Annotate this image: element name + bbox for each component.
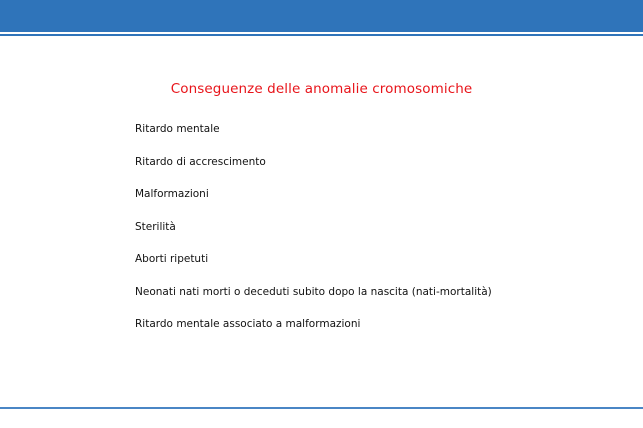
footer-divider <box>0 407 643 409</box>
list-item: Ritardo mentale associato a malformazioni <box>135 318 361 330</box>
slide-title: Conseguenze delle anomalie cromosomiche <box>170 81 473 97</box>
consequence-list <box>135 124 495 352</box>
list-item: Malformazioni <box>135 188 209 200</box>
list-item: Sterilità <box>135 220 176 233</box>
list-item: Ritardo di accrescimento <box>135 155 266 168</box>
list-item: Neonati nati morti o deceduti subito dopo la nascita (nati-mortalità) <box>135 285 492 298</box>
header-divider <box>0 34 643 36</box>
list-item: Ritardo mentale <box>135 123 220 135</box>
list-item: Aborti ripetuti <box>135 253 209 265</box>
header-bar <box>0 0 643 32</box>
